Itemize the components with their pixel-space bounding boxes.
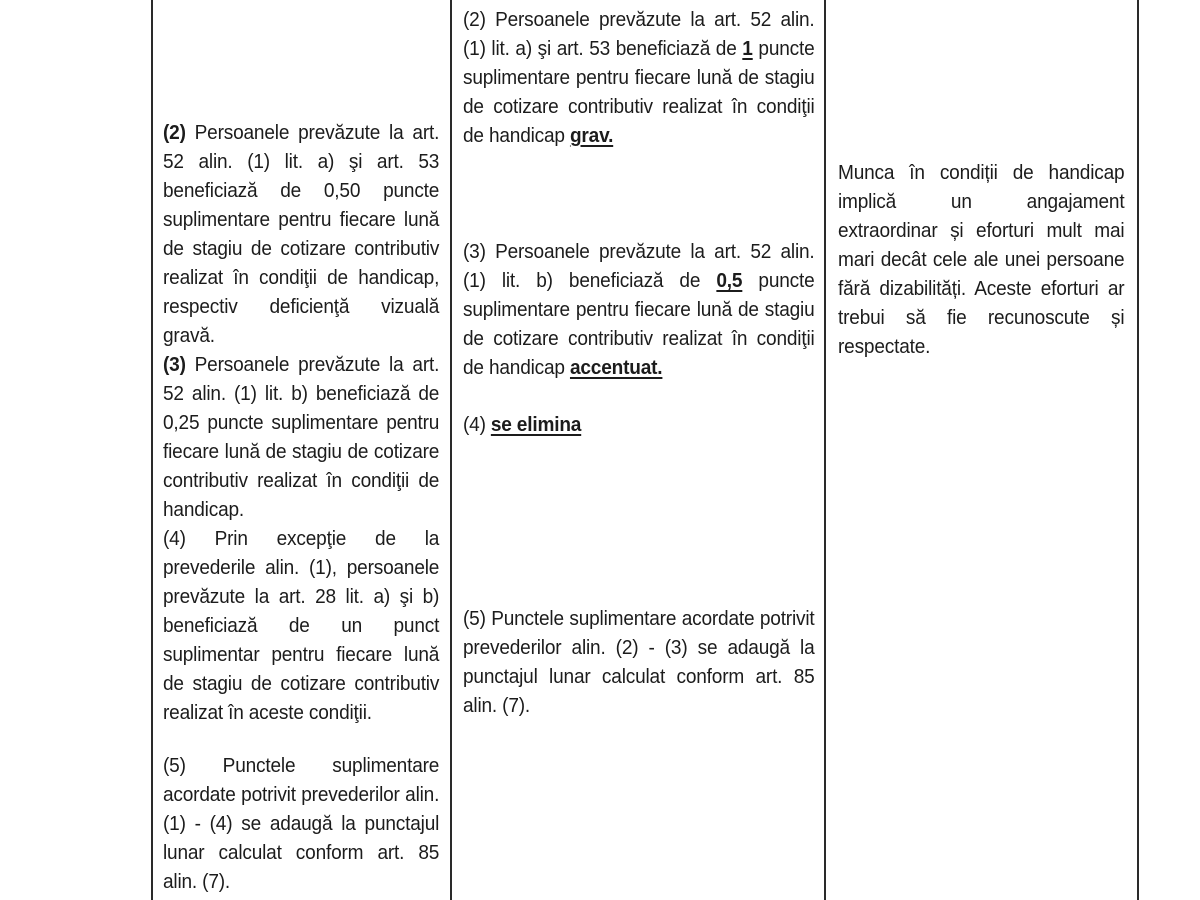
paragraph-3 bbox=[163, 350, 439, 524]
column-current-text bbox=[163, 118, 439, 896]
paragraph-2-number: (2) bbox=[163, 121, 186, 144]
paragraph-4: (4) Prin excepţie de la prevederile alin. (1), persoanele prevăzute la art. 28 lit. a) şi b) beneficiază de un punct suplimentar pentru fiecare lună de stagiu de cotizare contributiv realizat în aceste condiţii. bbox=[163, 527, 440, 724]
paragraph-2-text: Persoanele prevăzute la art. 52 alin. (1) lit. a) şi art. 53 beneficiază de 0,50 puncte suplimentare pentru fiecare lună de stagiu de cotizare contributiv realizat în condiţii de handicap, respectiv deficienţă vizuală gravă. bbox=[163, 121, 440, 347]
proposed-paragraph-3 bbox=[463, 237, 815, 382]
paragraph-2 bbox=[163, 118, 439, 350]
column-proposed-text bbox=[463, 5, 815, 720]
proposed-paragraph-2-text-a: (2) Persoanele prevăzute la art. 52 alin. (1) lit. a) şi art. 53 beneficiază de bbox=[463, 8, 815, 60]
proposed-accentuat: accentuat. bbox=[569, 356, 663, 379]
proposed-paragraph-2-text-b: puncte suplimentare pentru fiecare lună de stagiu de cotizare contributiv realizat în condiţii de handicap bbox=[463, 37, 815, 147]
proposed-paragraph-3-text-a: (3) Persoanele prevăzute la art. 52 alin. (1) lit. b) beneficiază de bbox=[463, 240, 815, 292]
proposed-paragraph-2 bbox=[463, 5, 815, 150]
table-border-right bbox=[1137, 0, 1139, 900]
table-border-left bbox=[151, 0, 153, 900]
table-border-col2-col3 bbox=[824, 0, 826, 900]
proposed-paragraph-4-number: (4) bbox=[463, 413, 491, 436]
paragraph-3-text: Persoanele prevăzute la art. 52 alin. (1) lit. b) beneficiază de 0,25 puncte suplimentare pentru fiecare lună de stagiu de cotizare contributiv realizat în condiţii de handicap. bbox=[163, 353, 440, 521]
paragraph-3-number: (3) bbox=[163, 353, 186, 376]
column-justification bbox=[838, 158, 1124, 361]
proposed-value-0-5: 0,5 bbox=[716, 269, 743, 292]
table-border-col1-col2 bbox=[450, 0, 452, 900]
paragraph-5: (5) Punctele suplimentare acordate potrivit prevederilor alin. (1) - (4) se adaugă la punctajul lunar calculat conform art. 85 alin. (7). bbox=[163, 754, 440, 893]
justification-text: Munca în condiții de handicap implică un angajament extraordinar și eforturi mult mai mari decât cele ale unei persoane fără dizabilități. Aceste eforturi ar trebui să fie recunoscute și respectate. bbox=[838, 161, 1125, 358]
proposed-value-1: 1 bbox=[742, 37, 753, 60]
proposed-paragraph-3-text-b: puncte suplimentare pentru fiecare lună de stagiu de cotizare contributiv realizat în condiţii de handicap bbox=[463, 269, 815, 379]
proposed-paragraph-4 bbox=[463, 410, 815, 439]
proposed-se-elimina: se elimina bbox=[490, 413, 582, 436]
proposed-paragraph-5: (5) Punctele suplimentare acordate potrivit prevederilor alin. (2) - (3) se adaugă la punctajul lunar calculat conform art. 85 alin. (7). bbox=[463, 607, 815, 717]
proposed-grav: grav. bbox=[569, 124, 614, 147]
